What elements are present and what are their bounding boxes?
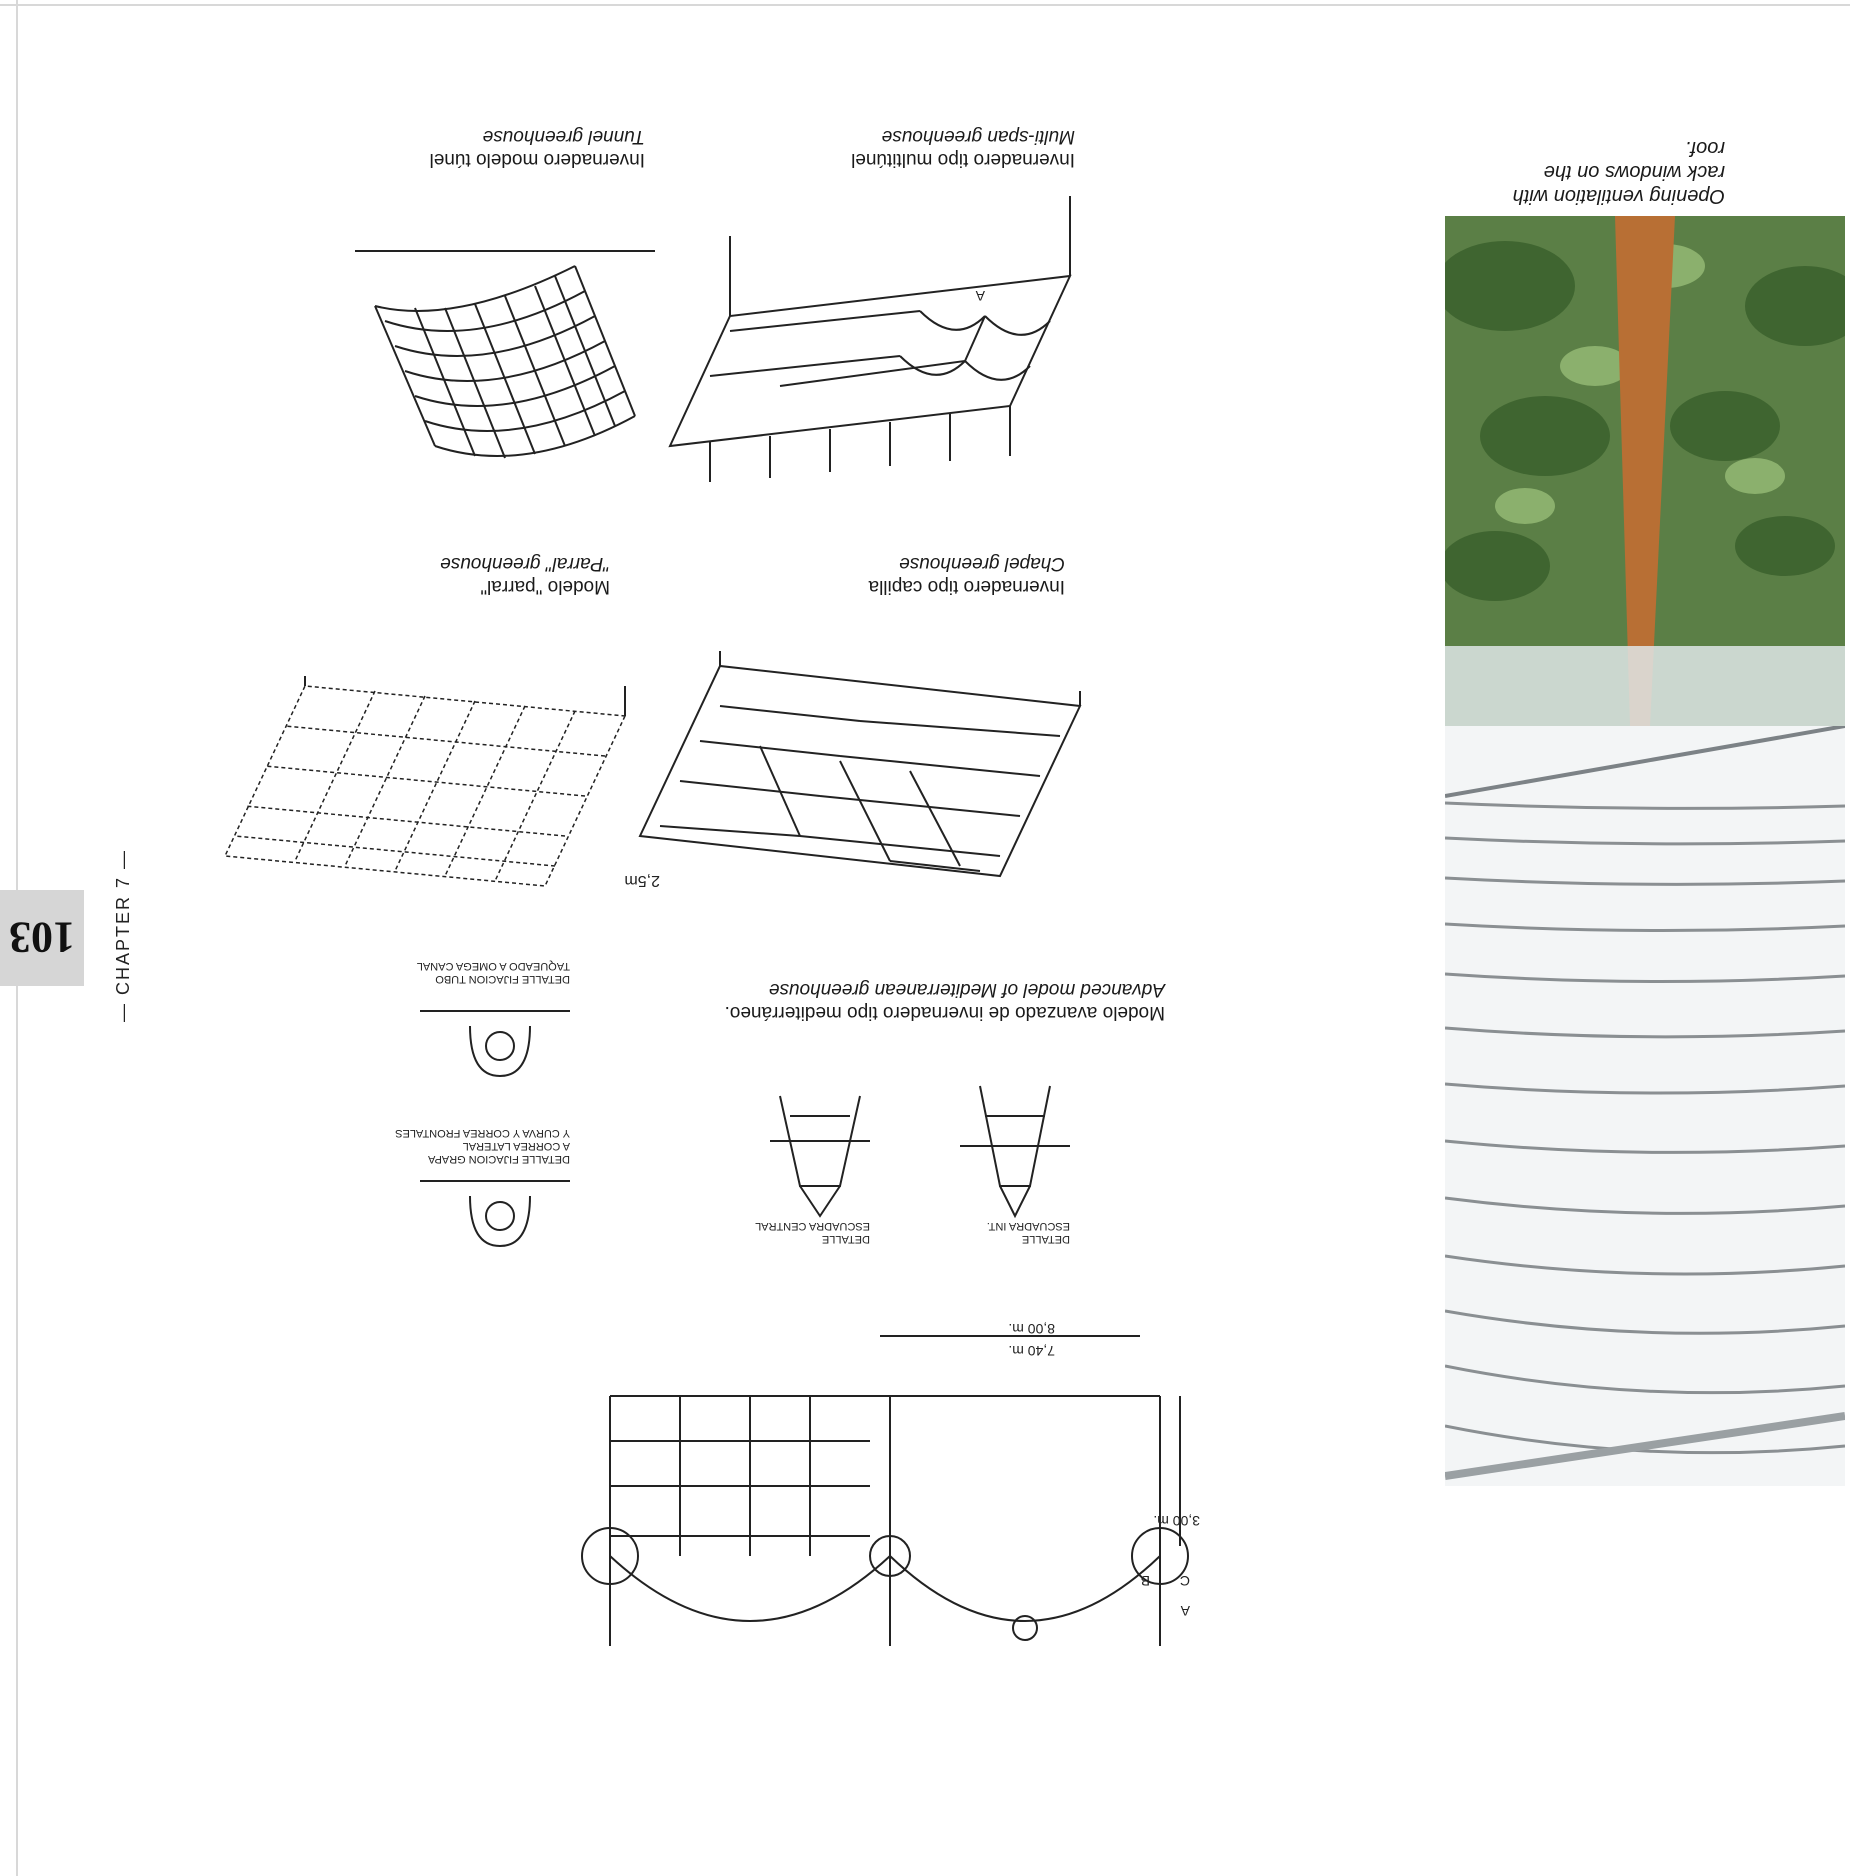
greenhouse-photo [1445,216,1845,1486]
detail-central-line1: DETALLE [821,1233,870,1245]
clip-detail-line1: DETALLE FIJACION GRAPA [427,1153,570,1165]
mediterranean-section-drawing [580,1306,1200,1666]
section-marker-a: A [1180,1603,1190,1619]
fixing-details [390,906,590,1266]
page-number-tab [0,890,84,986]
chapel-label-en: Chapel greenhouse [899,553,1065,574]
tube-detail-line1: DETALLE FIJACION TUBO [435,973,570,985]
tube-detail-line2: TAQUEADO A OMEGA CANAL [416,960,570,972]
sidebar-caption-en-line: Opening ventilation with [1512,185,1725,207]
greenhouse-photo-art [1445,216,1845,1486]
multispan-label-es: Invernadero tipo multitúnel [851,149,1075,170]
multispan-marker: A [975,288,985,304]
chapel-greenhouse-drawing [624,666,1090,936]
tunnel-greenhouse-drawing [275,196,655,466]
page-edge-line-bottom [0,4,1850,6]
section-marker-c: C [1179,1573,1190,1589]
detail-int-line1: DETALLE [1021,1233,1070,1245]
mediterranean-caption [725,978,1165,1024]
sidebar-caption-en-line: rack windows on the [1543,161,1725,183]
chapel-label-es: Invernadero tipo capilla [868,576,1065,597]
section-dimension-width1: 7,40 m. [1008,1343,1055,1359]
tunnel-caption [430,125,645,171]
multispan-caption [851,125,1075,171]
section-dimension-height: 3,00 m. [1153,1513,1200,1529]
parral-label-es: Modelo "parral" [480,576,610,597]
section-dimension-width2: 8,00 m. [1008,1321,1055,1337]
parral-caption [440,552,610,598]
detail-central-line2: ESCUADRA CENTRAL [755,1220,870,1232]
tunnel-label-en: Tunnel greenhouse [482,126,645,147]
parral-label-en: "Parral" greenhouse [440,553,610,574]
sidebar-caption-en-line: roof. [1684,137,1725,159]
clip-detail-line2: A CORREA LATERAL [462,1140,570,1152]
chapter-label [103,836,143,1036]
page-number: 103 [9,913,75,963]
multispan-greenhouse-drawing [660,186,1080,486]
multispan-label-en: Multi-span greenhouse [881,126,1075,147]
section-marker-b: B [1140,1573,1150,1589]
chapel-caption [869,552,1065,598]
angle-bracket-details [660,1026,1130,1256]
tunnel-label-es: Invernadero modelo túnel [429,149,645,170]
sidebar-caption-en [1513,136,1725,208]
mediterranean-title-es: Modelo avanzado de invernadero tipo mediterráneo. [724,1002,1165,1023]
clip-detail-line3: Y CURVA Y CORREA FRONTALES [395,1127,570,1139]
parral-greenhouse-drawing [215,676,635,916]
chapel-dimension: 2,5m [624,872,660,889]
detail-int-line2: ESCUADRA INT. [986,1220,1070,1232]
chapter-text: — CHAPTER 7 — [112,849,133,1023]
mediterranean-title-en: Advanced model of Mediterranean greenhouse [768,979,1165,1000]
